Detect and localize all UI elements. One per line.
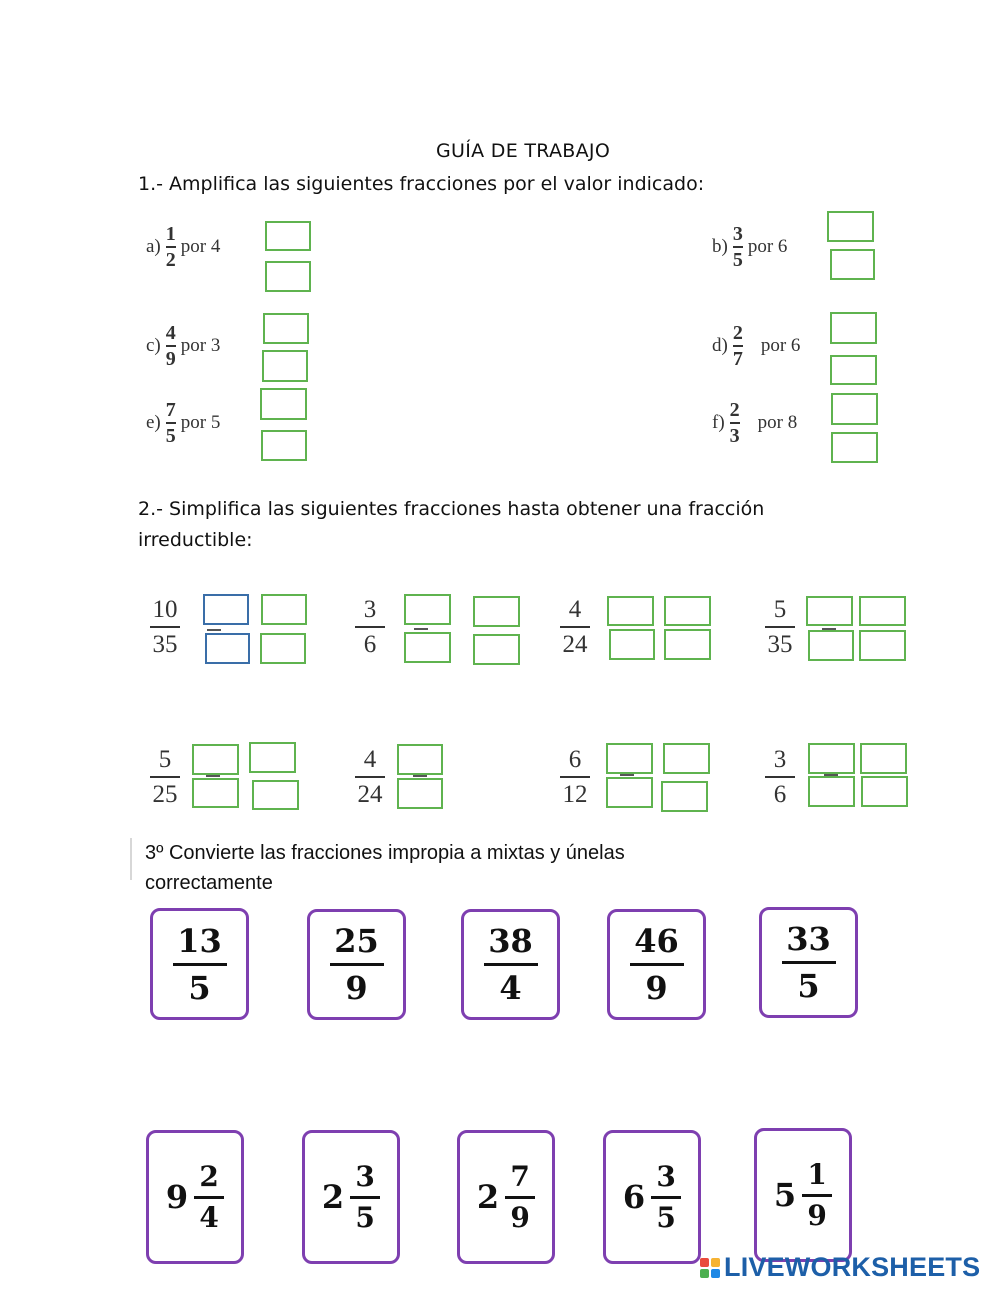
denominator: 5 [188,968,211,1007]
numerator: 4 [568,596,582,623]
item-letter: d) [712,334,728,356]
denominator: 5 [165,424,176,447]
logo-mark-icon [700,1258,720,1278]
answer-box-denominator[interactable] [661,781,708,812]
fraction [194,1159,224,1234]
fraction [765,747,795,807]
answer-box-numerator[interactable] [859,596,906,626]
answer-box-numerator[interactable] [607,596,654,626]
simplify-fraction [355,746,385,807]
denominator: 9 [645,969,668,1007]
answer-box-numerator[interactable] [860,743,907,774]
denominator: 9 [807,1198,827,1232]
mixed-number-card[interactable] [754,1128,852,1262]
answer-box-numerator[interactable] [664,596,711,626]
simplify-fraction [765,596,795,657]
answer-box-denominator[interactable] [808,630,854,661]
denominator: 6 [773,780,787,808]
fraction [166,400,176,446]
denominator: 25 [152,780,178,808]
fraction-bar [166,422,176,424]
improper-fraction-card[interactable] [607,909,706,1020]
fraction-bar [194,1196,224,1199]
simplify-fraction [560,746,590,807]
fraction [166,224,176,270]
logo-square [711,1269,720,1278]
answer-box-denominator[interactable] [260,633,306,664]
amplify-item-c [146,323,220,369]
logo-square [700,1269,709,1278]
denominator: 5 [732,248,743,271]
fraction [355,597,385,657]
fraction-bar [730,422,740,424]
answer-box-denominator[interactable] [473,634,520,665]
equals-dash [207,629,221,631]
mixed-number-card[interactable] [146,1130,244,1264]
denominator: 24 [562,630,588,658]
amplify-item-d [712,323,800,369]
improper-fraction-card[interactable] [461,909,560,1020]
numerator: 5 [773,596,787,623]
section1-heading: 1.- Amplifica las siguientes fracciones por el valor indicado: [138,173,705,195]
amplify-item-e [146,400,220,446]
liveworksheets-logo [700,1252,980,1283]
equals-dash [206,775,220,777]
denominator: 12 [562,780,588,808]
fraction [730,400,740,446]
fraction [630,922,684,1007]
answer-box-denominator[interactable] [808,776,855,807]
amplify-item-b [712,224,787,270]
fraction-bar [355,626,385,628]
improper-fraction-card[interactable] [759,907,858,1018]
amplify-item-a [146,224,220,270]
answer-box-denominator[interactable] [262,350,308,382]
answer-box-numerator[interactable] [808,743,855,774]
improper-fraction-card[interactable] [307,909,406,1020]
numerator: 1 [807,1157,827,1191]
answer-box-numerator[interactable] [203,594,249,625]
answer-box-denominator[interactable] [261,430,307,461]
fraction [733,323,743,369]
answer-box-denominator[interactable] [205,633,250,664]
fraction-bar [484,963,538,966]
answer-box-denominator[interactable] [861,776,908,807]
factor-label: por 6 [747,235,788,257]
denominator: 3 [729,424,740,447]
fraction [560,747,590,807]
numerator: 7 [510,1159,530,1193]
fraction [330,922,384,1007]
fraction [166,323,176,369]
answer-box-denominator[interactable] [830,355,877,385]
mixed-number-card[interactable] [603,1130,701,1264]
improper-fraction-card[interactable] [150,908,249,1020]
fraction-bar [350,1196,380,1199]
whole-number: 2 [476,1178,500,1216]
fraction [733,224,743,270]
fraction-bar [802,1194,832,1197]
denominator: 35 [767,630,793,658]
fraction-bar [560,776,590,778]
logo-square [711,1258,720,1267]
answer-box-numerator[interactable] [192,744,239,775]
answer-box-denominator[interactable] [606,777,653,808]
answer-box-numerator[interactable] [806,596,853,626]
fraction [150,747,180,807]
numerator: 2 [199,1159,219,1193]
answer-box-denominator[interactable] [831,432,878,463]
numerator: 4 [363,746,377,773]
fraction-bar [166,246,176,248]
numerator: 2 [729,399,740,421]
numerator: 1 [165,223,176,245]
fraction-bar [651,1196,681,1199]
section3-heading-line2: correctamente [145,872,273,894]
section2-heading [138,494,764,556]
equals-dash [620,774,634,776]
section2-heading-line2: irreductible: [138,529,253,551]
simplify-fraction [765,746,795,807]
denominator: 9 [510,1200,530,1234]
answer-box-denominator[interactable] [859,630,906,661]
fraction [350,1159,380,1234]
fraction-bar [782,961,836,964]
denominator: 6 [363,630,377,658]
answer-box-denominator[interactable] [404,632,451,663]
answer-box-numerator[interactable] [830,312,877,344]
answer-box-numerator[interactable] [397,744,443,775]
answer-box-denominator[interactable] [192,778,239,808]
answer-box-numerator[interactable] [404,594,451,625]
fraction [802,1157,832,1232]
numerator: 3 [363,596,377,623]
answer-box-numerator[interactable] [827,211,874,242]
denominator: 2 [165,248,176,271]
mixed-number-card[interactable] [457,1130,555,1264]
numerator: 3 [656,1159,676,1193]
simplify-fraction [150,596,180,657]
denominator: 9 [345,969,368,1007]
answer-box-numerator[interactable] [263,313,309,344]
simplify-fraction [560,596,590,657]
section3-heading [145,838,625,898]
fraction [173,921,227,1007]
numerator: 33 [786,920,831,958]
divider [130,838,132,880]
fraction-bar [505,1196,535,1199]
fraction-bar [765,776,795,778]
numerator: 3 [773,746,787,773]
simplify-fraction [150,746,180,807]
fraction-bar [560,626,590,628]
numerator: 10 [152,596,178,623]
denominator: 4 [199,1200,219,1234]
numerator: 6 [568,746,582,773]
answer-box-denominator[interactable] [609,629,655,660]
denominator: 7 [732,347,743,370]
numerator: 4 [165,322,176,344]
whole-number: 9 [165,1178,189,1216]
answer-box-numerator[interactable] [473,596,520,627]
fraction-bar [330,963,384,966]
answer-box-numerator[interactable] [249,742,296,773]
numerator: 46 [634,922,679,960]
item-letter: a) [146,235,161,257]
item-letter: b) [712,235,728,257]
logo-text: LIVEWORKSHEETS [724,1252,981,1282]
fraction-bar [150,776,180,778]
denominator: 5 [355,1200,375,1234]
fraction [651,1159,681,1234]
numerator: 3 [355,1159,375,1193]
factor-label: por 8 [757,411,798,433]
numerator: 2 [732,322,743,344]
simplify-fraction [355,596,385,657]
answer-box-denominator[interactable] [265,261,311,292]
denominator: 24 [357,780,383,808]
factor-label: por 4 [180,235,221,257]
factor-label: por 5 [180,411,221,433]
item-letter: e) [146,411,161,433]
equals-dash [413,775,427,777]
numerator: 38 [488,922,533,960]
fraction-bar [173,963,227,966]
fraction-bar [355,776,385,778]
fraction [765,597,795,657]
section3-heading-line1: 3º Convierte las fracciones impropia a mixtas y únelas [145,842,625,864]
fraction [150,597,180,657]
denominator: 9 [165,347,176,370]
item-letter: f) [712,411,725,433]
numerator: 13 [177,921,222,960]
numerator: 5 [158,746,172,773]
answer-box-numerator[interactable] [265,221,311,251]
item-letter: c) [146,334,161,356]
fraction-bar [733,345,743,347]
denominator: 5 [797,967,820,1005]
answer-box-denominator[interactable] [252,780,299,810]
whole-number: 5 [773,1176,797,1214]
whole-number: 6 [622,1178,646,1216]
answer-box-denominator[interactable] [397,778,443,809]
amplify-item-f [712,400,797,446]
answer-box-numerator[interactable] [606,743,653,774]
answer-box-denominator[interactable] [664,629,711,660]
equals-dash [414,628,428,630]
logo-square [700,1258,709,1267]
numerator: 25 [334,922,379,960]
denominator: 4 [499,969,522,1007]
fraction-bar [150,626,180,628]
denominator: 5 [656,1200,676,1234]
numerator: 3 [732,223,743,245]
answer-box-numerator[interactable] [831,393,878,425]
fraction [560,597,590,657]
whole-number: 2 [321,1178,345,1216]
fraction-bar [765,626,795,628]
answer-box-numerator[interactable] [260,388,307,420]
answer-box-numerator[interactable] [663,743,710,774]
factor-label: por 3 [180,334,221,356]
answer-box-denominator[interactable] [830,249,875,280]
factor-label: por 6 [760,334,801,356]
fraction-bar [630,963,684,966]
fraction-bar [733,246,743,248]
numerator: 7 [165,399,176,421]
answer-box-numerator[interactable] [261,594,307,625]
fraction [484,922,538,1007]
page-title: GUÍA DE TRABAJO [436,140,611,162]
section2-heading-line1: 2.- Simplifica las siguientes fracciones hasta obtener una fracción [138,498,765,520]
mixed-number-card[interactable] [302,1130,400,1264]
fraction [782,920,836,1005]
fraction [355,747,385,807]
fraction [505,1159,535,1234]
denominator: 35 [152,630,178,658]
fraction-bar [166,345,176,347]
